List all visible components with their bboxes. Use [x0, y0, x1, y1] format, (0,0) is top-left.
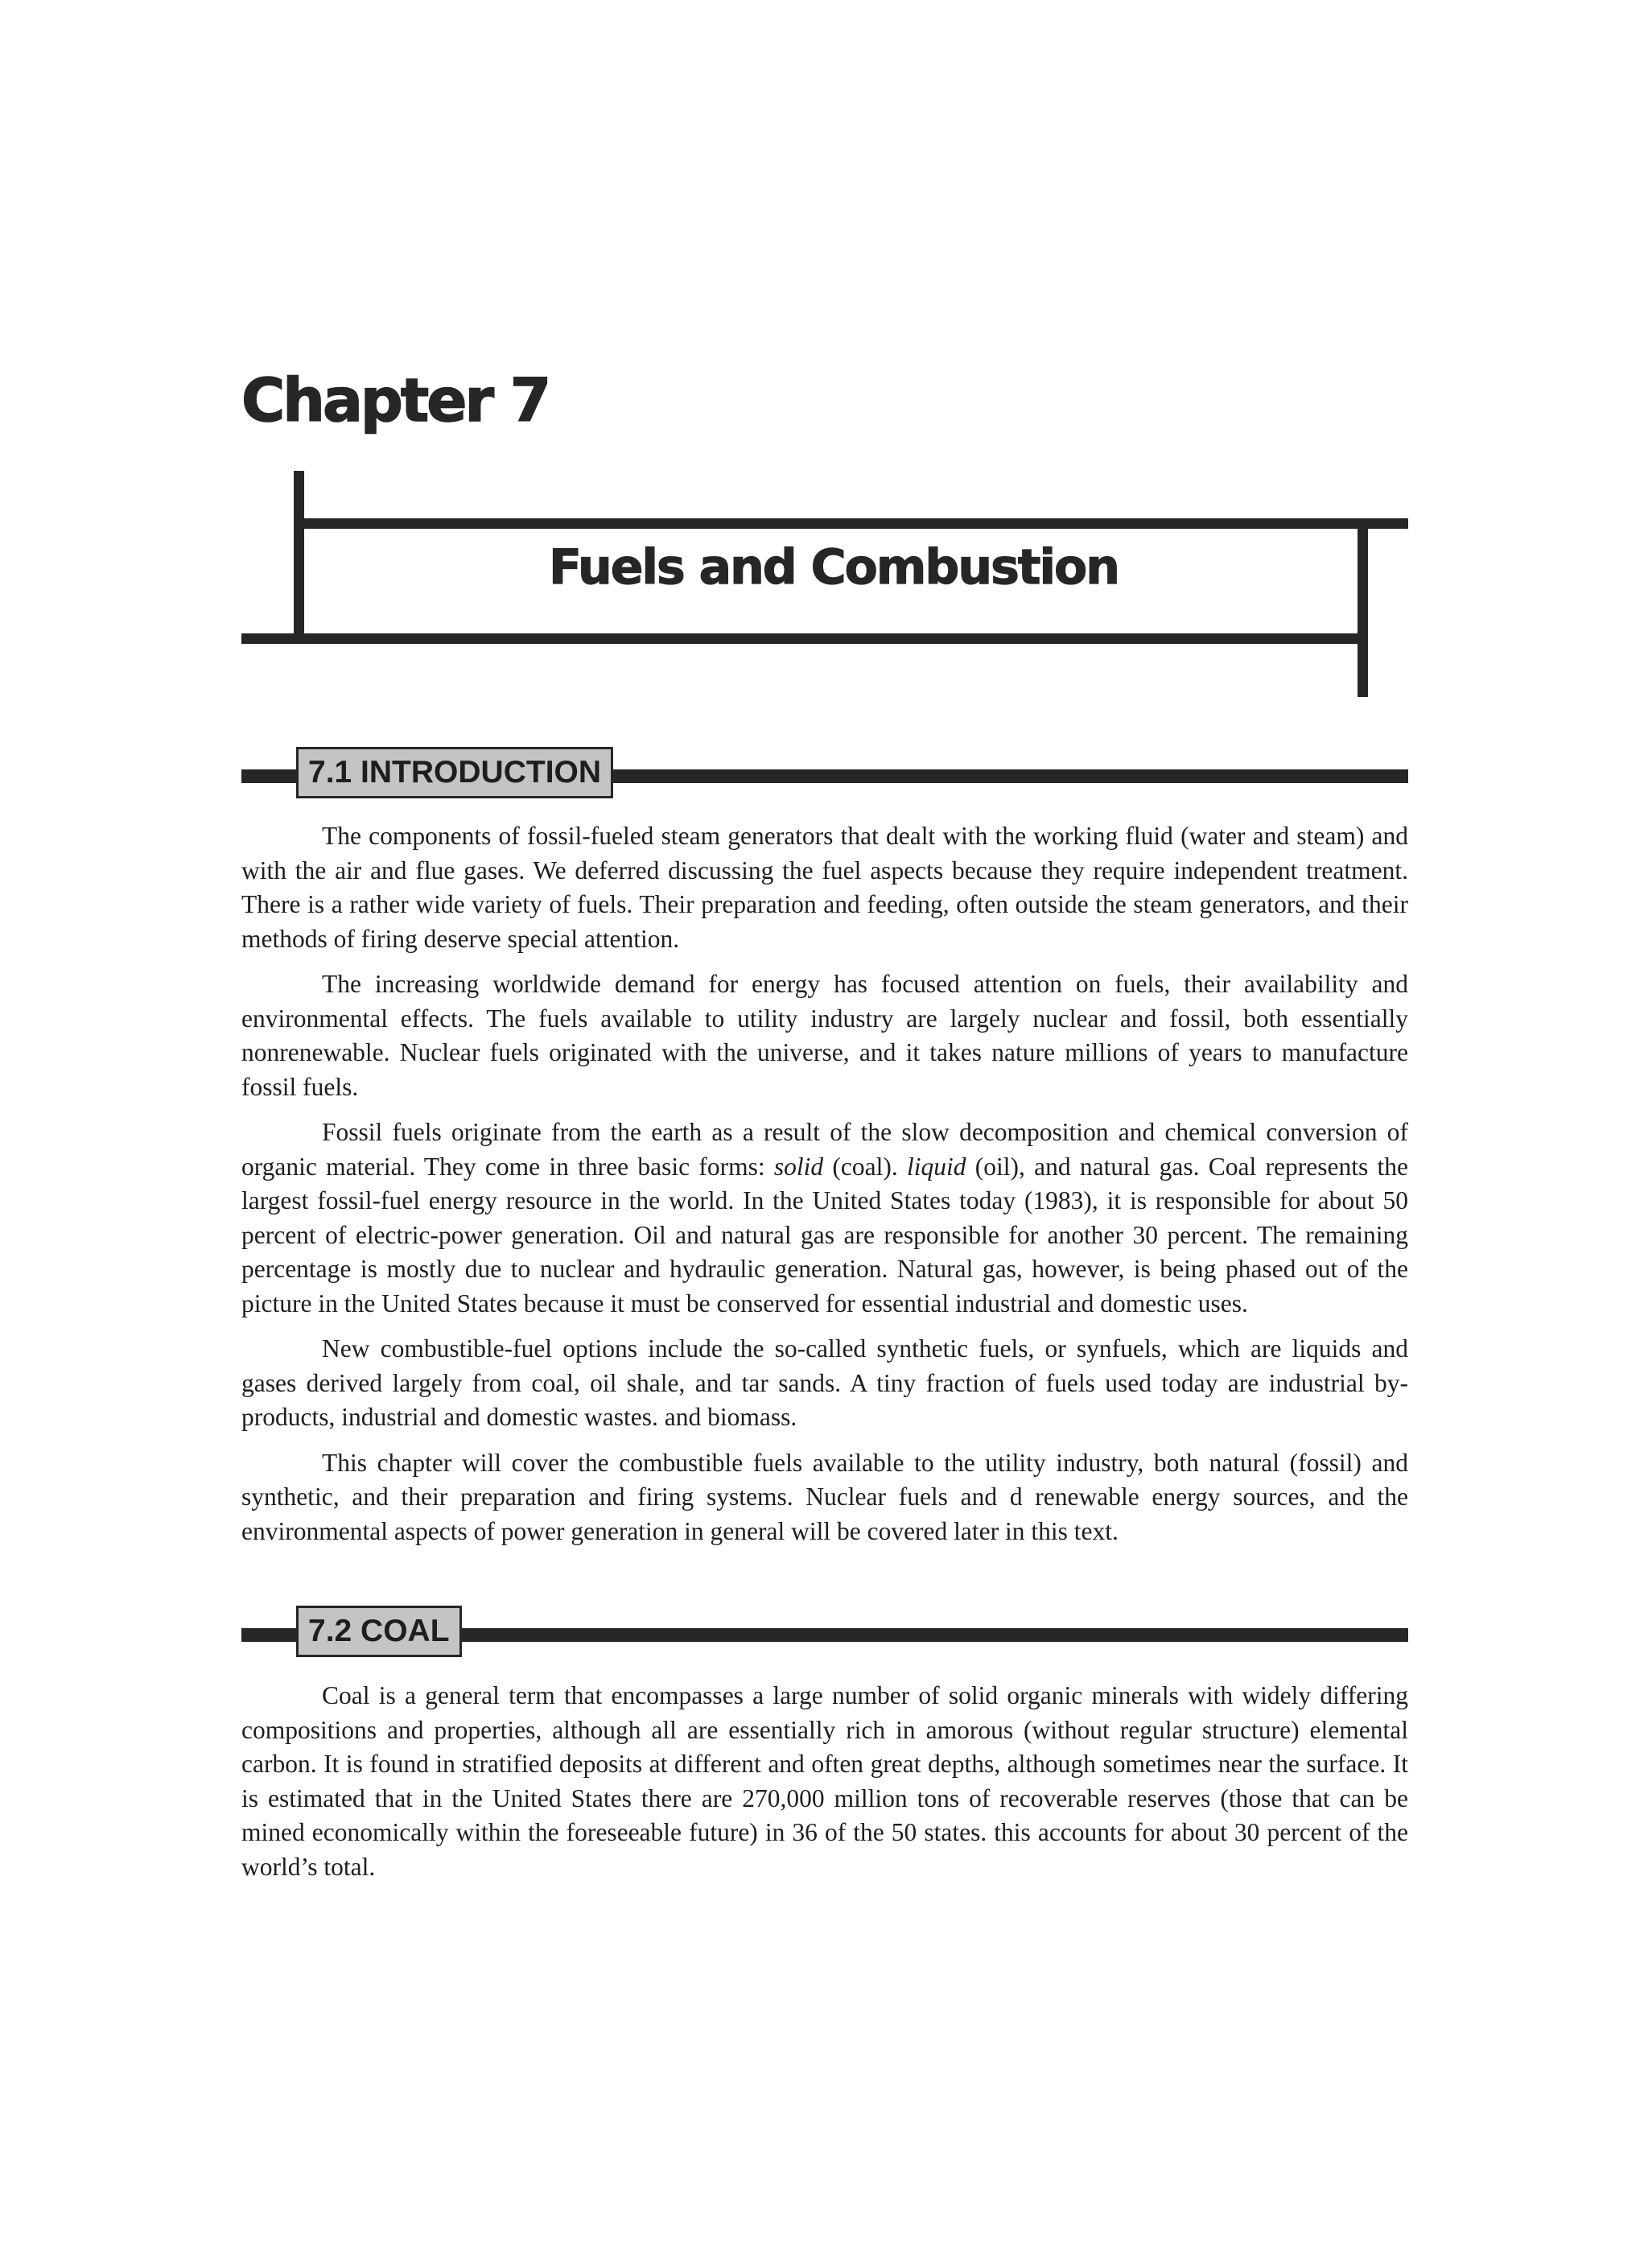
paragraph: This chapter will cover the combustible fuels available to the utility industry, both natural (fossil) and synthetic, and their preparation and firing systems. Nuclear fuels and d renewable energy sources, and the environmental aspects of power generation in general will be covered later in this text. [241, 1448, 1408, 1545]
paragraph: Coal is a general term that encompasses a large number of solid organic minerals with widely differing compositions and properties, although all are essentially rich in amorous (without regular structure) elemental carbon. It is found in stratified deposits at different and often great depths, although sometimes near the surface. It is estimated that in the United States there are 270,000 million tons of recoverable reserves (those that can be mined economically within the foreseeable future) in 36 of the 50 states. this accounts for about 30 percent of the world’s total. [241, 1681, 1408, 1881]
paragraph-text: Fossil fuels originate from the earth as a result of the slow decomposition and chemical conversion of organic material. They come in three basic forms: [241, 1118, 1408, 1181]
chapter-title: Fuels and Combustion [549, 539, 1119, 596]
paragraph-text: (coal). [823, 1152, 908, 1181]
emphasis-liquid: liquid [907, 1152, 966, 1181]
paragraph-text: (oil), and natural gas. Coal represents the largest fossil-fuel energy resource in the world. In the United States today (1983), it is responsible for about 50 percent of electric-power generation. Oil and natural gas are responsible for another 30 percent. The remaining percentage is mostly due to nuclear and hydraulic generation. Natural gas, however, is being phased out of the picture in the United States because it must be conserved for essential industrial and domestic uses. [241, 1152, 1408, 1318]
section-heading-box: 7.1 INTRODUCTION [296, 747, 613, 798]
section-heading-introduction [241, 747, 1408, 803]
frame-top-rule [294, 518, 1408, 529]
section-heading-coal [241, 1606, 1408, 1662]
chapter-label: Chapter 7 [241, 366, 550, 435]
paragraph: New combustible-fuel options include the so-called synthetic fuels, or synfuels, which are liquids and gases derived largely from coal, oil shale, and tar sands. A tiny fraction of fuels used today are industrial by-products, industrial and domestic wastes. and biomass. [241, 1334, 1408, 1431]
paragraph [241, 1115, 1408, 1321]
paragraph: The components of fossil-fueled steam generators that dealt with the working fluid (water and steam) and with the air and flue gases. We deferred discussing the fuel aspects because they require independent treatment. There is a rather wide variety of fuels. Their preparation and feeding, often outside the steam generators, and their methods of firing deserve special attention. [241, 822, 1408, 953]
frame-bottom-rule [241, 633, 1368, 644]
paragraph: The increasing worldwide demand for energy has focused attention on fuels, their availability and environmental effects. The fuels available to utility industry are largely nuclear and fossil, both essentially nonrenewable. Nuclear fuels originated with the universe, and it takes nature millions of years to manufacture fossil fuels. [241, 970, 1408, 1101]
section-heading-box: 7.2 COAL [296, 1606, 462, 1657]
coal-body [241, 1679, 1408, 1895]
emphasis-solid: solid [773, 1152, 824, 1181]
introduction-body [241, 819, 1408, 1560]
